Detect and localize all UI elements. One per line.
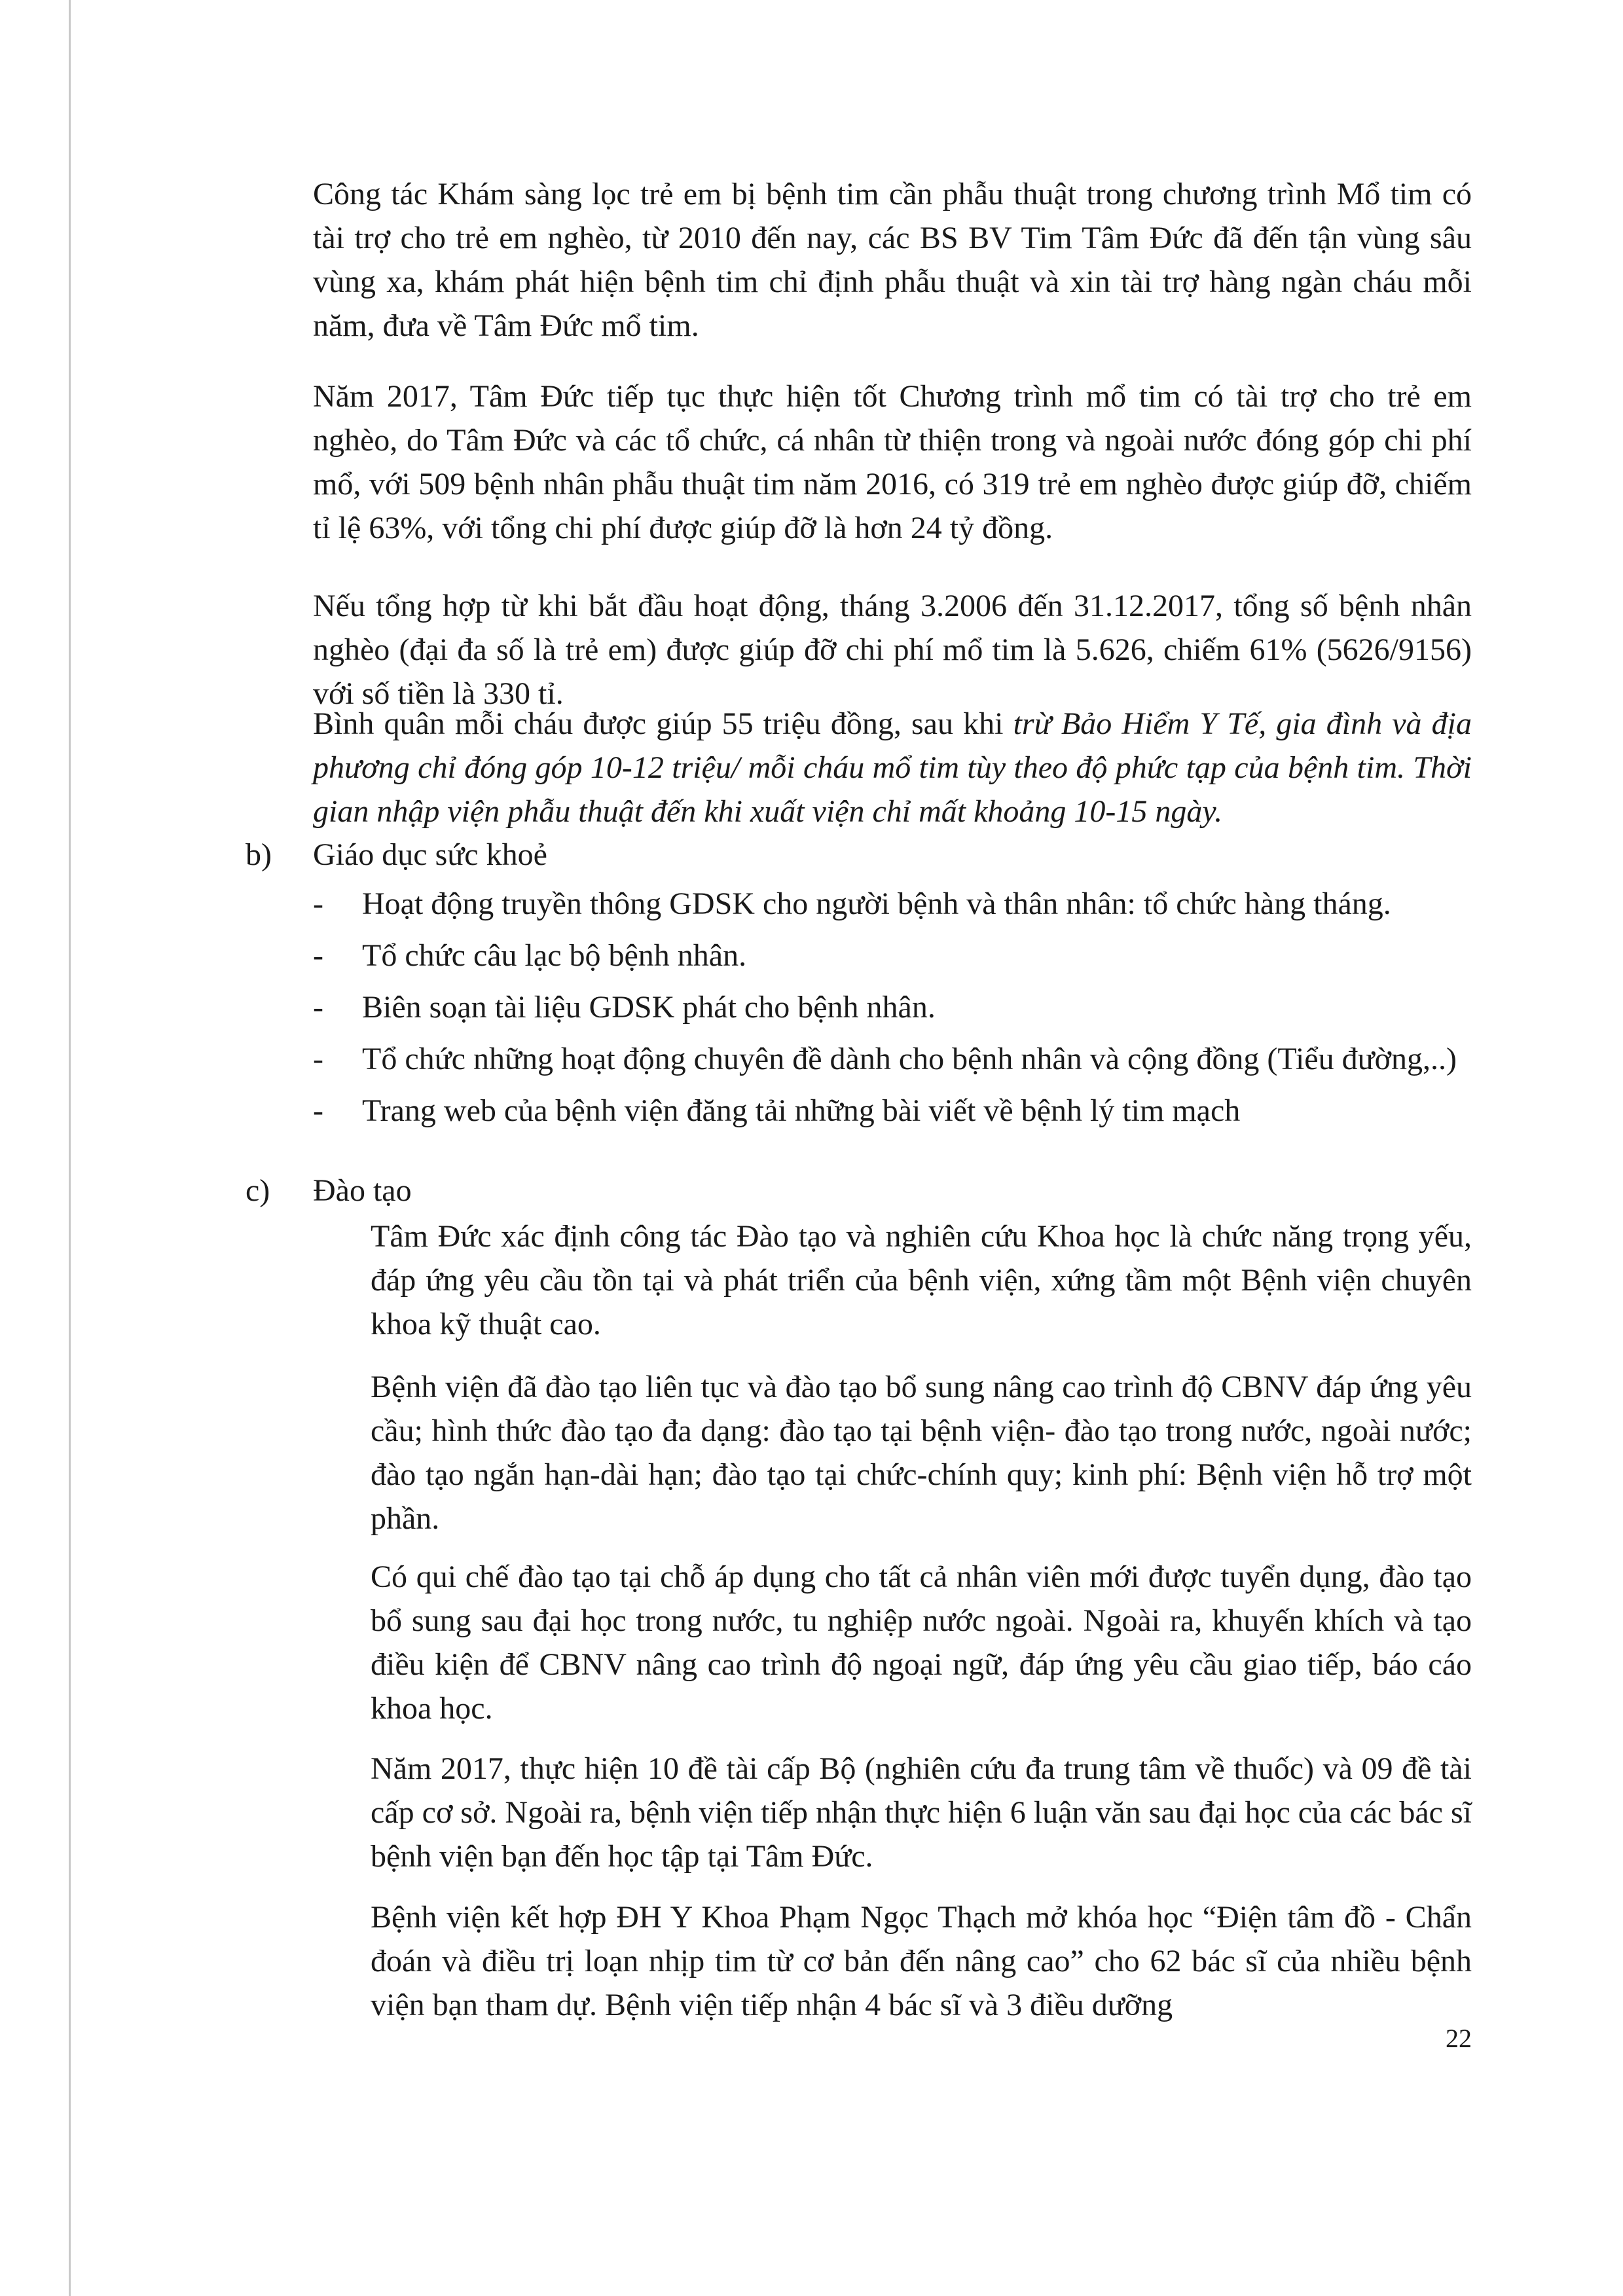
list-item <box>313 1037 1472 1081</box>
list-item <box>313 882 1472 926</box>
section-b-heading <box>246 833 547 877</box>
bullet-dash: - <box>313 1042 323 1076</box>
section-c-title: Đào tạo <box>313 1173 412 1208</box>
paragraph-training-role: Tâm Đức xác định công tác Đào tạo và nghiên cứu Khoa học là chức năng trọng yếu, đáp ứng yêu cầu tồn tại và phát triển của bệnh viện, xứng tầm một Bệnh viện chuyên khoa kỹ thuật cao. <box>371 1219 1472 1341</box>
paragraph-training-regulations: Có qui chế đào tạo tại chỗ áp dụng cho tất cả nhân viên mới được tuyển dụng, đào tạo bổ sung sau đại học trong nước, tu nghiệp nước ngoài. Ngoài ra, khuyến khích và tạo điều kiện để CBNV nâng cao trình độ ngoại ngữ, đáp ứng yêu cầu giao tiếp, báo cáo khoa học. <box>371 1559 1472 1726</box>
paragraph-average-support <box>313 702 1472 833</box>
bullet-dash: - <box>313 1093 323 1128</box>
list-item-text: Biên soạn tài liệu GDSK phát cho bệnh nhân. <box>362 990 936 1025</box>
paragraph-2017-program: Năm 2017, Tâm Đức tiếp tục thực hiện tốt Chương trình mổ tim có tài trợ cho trẻ em nghèo, do Tâm Đức và các tổ chức, cá nhân từ thiện trong và ngoài nước đóng góp chi phí mổ, với 509 bệnh nhân phẫu thuật tim năm 2016, có 319 trẻ em nghèo được giúp đỡ, chiếm tỉ lệ 63%, với tổng chi phí được giúp đỡ là hơn 24 tỷ đồng. <box>313 379 1472 545</box>
section-b-marker: b) <box>246 837 272 872</box>
list-item-text: Trang web của bệnh viện đăng tải những bài viết về bệnh lý tim mạch <box>362 1093 1241 1128</box>
section-b-title: Giáo dục sức khoẻ <box>313 837 547 872</box>
health-education-list <box>313 882 1472 1140</box>
section-c-heading <box>246 1169 412 1212</box>
bullet-dash: - <box>313 886 323 921</box>
bullet-dash: - <box>313 938 323 973</box>
paragraph-ecg-course: Bệnh viện kết hợp ĐH Y Khoa Phạm Ngọc Thạch mở khóa học “Điện tâm đồ - Chẩn đoán và điều trị loạn nhịp tim từ cơ bản đến nâng cao” cho 62 bác sĩ của nhiều bệnh viện bạn tham dự. Bệnh viện tiếp nhận 4 bác sĩ và 3 điều dưỡng <box>371 1900 1472 2022</box>
bullet-dash: - <box>313 990 323 1025</box>
list-item <box>313 1089 1472 1133</box>
average-support-italic-text: trừ Bảo Hiểm Y Tế, gia đình và địa phương chỉ đóng góp 10-12 triệu/ mỗi cháu mổ tim tùy theo độ phức tạp của bệnh tim. Thời gian nhập viện phẫu thuật đến khi xuất viện chỉ mất khoảng 10-15 ngày. <box>313 706 1472 829</box>
list-item-text: Tổ chức những hoạt động chuyên đề dành cho bệnh nhân và cộng đồng (Tiểu đường,..) <box>362 1042 1457 1076</box>
paragraph-screening: Công tác Khám sàng lọc trẻ em bị bệnh tim cần phẫu thuật trong chương trình Mổ tim có tài trợ cho trẻ em nghèo, từ 2010 đến nay, các BS BV Tim Tâm Đức đã đến tận vùng sâu vùng xa, khám phát hiện bệnh tim chỉ định phẫu thuật và xin tài trợ hàng ngàn cháu mỗi năm, đưa về Tâm Đức mổ tim. <box>313 177 1472 343</box>
list-item <box>313 934 1472 977</box>
list-item-text: Hoạt động truyền thông GDSK cho người bệnh và thân nhân: tổ chức hàng tháng. <box>362 886 1391 921</box>
paragraph-research-2017: Năm 2017, thực hiện 10 đề tài cấp Bộ (nghiên cứu đa trung tâm về thuốc) và 09 đề tài cấp cơ sở. Ngoài ra, bệnh viện tiếp nhận thực hiện 6 luận văn sau đại học của các bác sĩ bệnh viện bạn đến học tập tại Tâm Đức. <box>371 1751 1472 1874</box>
paragraph-training-forms: Bệnh viện đã đào tạo liên tục và đào tạo bổ sung nâng cao trình độ CBNV đáp ứng yêu cầu; hình thức đào tạo đa dạng: đào tạo tại bệnh viện- đào tạo trong nước, ngoài nước; đào tạo ngắn hạn-dài hạn; đào tạo tại chức-chính quy; kinh phí: Bệnh viện hỗ trợ một phần. <box>371 1370 1472 1536</box>
list-item-text: Tổ chức câu lạc bộ bệnh nhân. <box>362 938 747 973</box>
paragraph-cumulative-summary: Nếu tổng hợp từ khi bắt đầu hoạt động, tháng 3.2006 đến 31.12.2017, tổng số bệnh nhân nghèo (đại đa số là trẻ em) được giúp đỡ chi phí mổ tim là 5.626, chiếm 61% (5626/9156) với số tiền là 330 tỉ. <box>313 589 1472 711</box>
list-item <box>313 985 1472 1029</box>
page-number: 22 <box>1446 2024 1472 2053</box>
average-support-text: Bình quân mỗi cháu được giúp 55 triệu đồng, sau khi <box>313 706 1013 741</box>
section-c-marker: c) <box>246 1173 270 1208</box>
